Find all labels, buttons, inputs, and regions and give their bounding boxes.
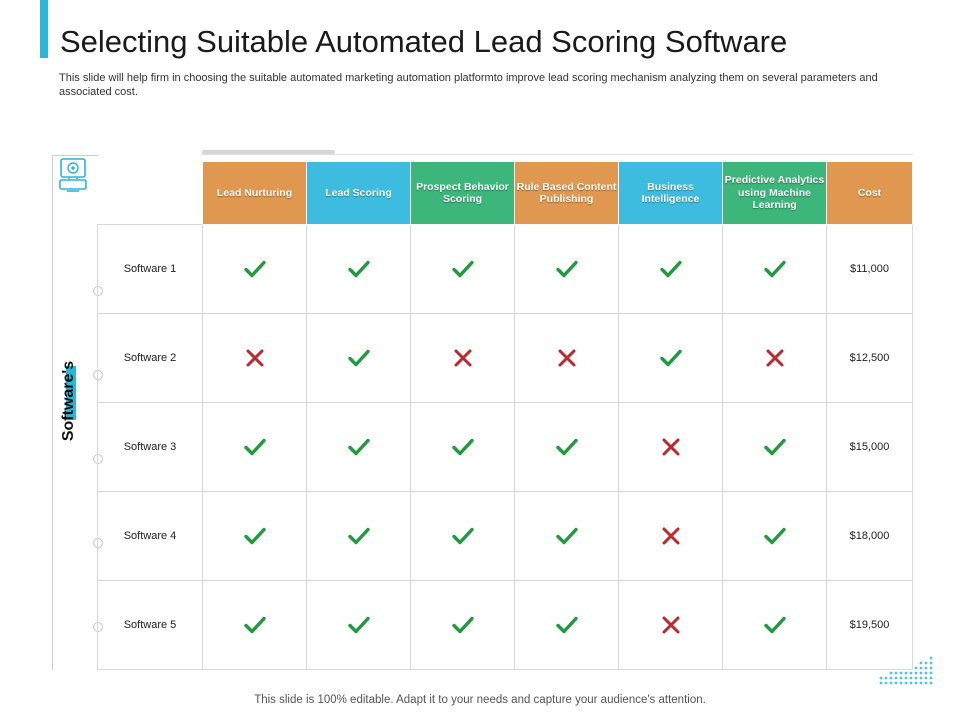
table-row xyxy=(98,403,913,492)
decorative-dot xyxy=(880,682,883,685)
cross-icon xyxy=(411,346,514,370)
title-accent-bar xyxy=(40,0,48,58)
decorative-dot xyxy=(905,677,908,680)
decorative-dot xyxy=(910,677,913,680)
side-label-text: Software's xyxy=(60,360,77,442)
decorative-dot xyxy=(920,667,923,670)
decorative-dot xyxy=(925,667,928,670)
decorative-dot xyxy=(895,672,898,675)
decorative-dot xyxy=(930,682,933,685)
comparison-table xyxy=(97,161,913,670)
decorative-dot xyxy=(930,667,933,670)
feature-cell xyxy=(515,314,619,403)
table-row xyxy=(98,314,913,403)
decorative-dot xyxy=(920,682,923,685)
feature-cell xyxy=(723,403,827,492)
side-timeline-line xyxy=(52,155,53,670)
check-icon xyxy=(307,435,410,459)
check-icon xyxy=(515,257,618,281)
table-row xyxy=(98,225,913,314)
feature-cell xyxy=(203,492,307,581)
decorative-dot xyxy=(905,672,908,675)
feature-cell xyxy=(723,492,827,581)
feature-cell xyxy=(619,225,723,314)
decorative-dot xyxy=(915,672,918,675)
check-icon xyxy=(515,435,618,459)
decorative-dot xyxy=(925,662,928,665)
check-icon xyxy=(723,257,826,281)
cost-value: $18,000 xyxy=(827,492,913,581)
decorative-dot xyxy=(895,682,898,685)
check-icon xyxy=(411,435,514,459)
decorative-dot xyxy=(890,682,893,685)
decorative-dot xyxy=(930,657,933,660)
check-icon xyxy=(515,613,618,637)
column-header: Predictive Analytics using Machine Learning xyxy=(723,162,827,225)
feature-cell xyxy=(307,492,411,581)
decorative-dot xyxy=(905,682,908,685)
cross-icon xyxy=(515,346,618,370)
table-row xyxy=(98,581,913,670)
cross-icon xyxy=(619,435,722,459)
decorative-dot xyxy=(900,672,903,675)
check-icon xyxy=(411,613,514,637)
feature-cell xyxy=(723,581,827,670)
check-icon xyxy=(203,613,306,637)
decorative-dots xyxy=(878,640,934,686)
feature-cell xyxy=(307,314,411,403)
feature-cell xyxy=(515,403,619,492)
software-name: Software 5 xyxy=(98,581,203,670)
check-icon xyxy=(307,346,410,370)
feature-cell xyxy=(307,403,411,492)
column-header: Prospect Behavior Scoring xyxy=(411,162,515,225)
feature-cell xyxy=(515,225,619,314)
table-header-row xyxy=(98,162,913,225)
monitor-icon xyxy=(58,158,88,194)
check-icon xyxy=(411,257,514,281)
column-header: Rule Based Content Publishing xyxy=(515,162,619,225)
check-icon xyxy=(203,435,306,459)
software-name: Software 1 xyxy=(98,225,203,314)
decorative-dot xyxy=(910,672,913,675)
check-icon xyxy=(307,257,410,281)
feature-cell xyxy=(411,225,515,314)
decorative-dot xyxy=(900,682,903,685)
table-row xyxy=(98,492,913,581)
check-icon xyxy=(203,257,306,281)
feature-cell xyxy=(203,403,307,492)
feature-cell xyxy=(203,225,307,314)
decorative-dot xyxy=(920,672,923,675)
decorative-dot xyxy=(925,682,928,685)
check-icon xyxy=(723,524,826,548)
cross-icon xyxy=(619,524,722,548)
check-icon xyxy=(723,435,826,459)
check-icon xyxy=(723,613,826,637)
column-header: Business Intelligence xyxy=(619,162,723,225)
software-name: Software 4 xyxy=(98,492,203,581)
decorative-dot xyxy=(890,677,893,680)
check-icon xyxy=(307,524,410,548)
cost-value: $19,500 xyxy=(827,581,913,670)
cost-value: $15,000 xyxy=(827,403,913,492)
decorative-dot xyxy=(900,677,903,680)
feature-cell xyxy=(515,581,619,670)
feature-cell xyxy=(411,403,515,492)
feature-cell xyxy=(307,225,411,314)
decorative-dot xyxy=(915,667,918,670)
side-label xyxy=(60,356,78,446)
check-icon xyxy=(619,257,722,281)
decorative-dot xyxy=(925,677,928,680)
cost-value: $11,000 xyxy=(827,225,913,314)
feature-cell xyxy=(307,581,411,670)
decorative-dot xyxy=(885,677,888,680)
cross-icon xyxy=(619,613,722,637)
decorative-dot xyxy=(930,677,933,680)
decorative-dot xyxy=(925,672,928,675)
cross-icon xyxy=(723,346,826,370)
decorative-dot xyxy=(930,672,933,675)
cost-value: $12,500 xyxy=(827,314,913,403)
decorative-dot xyxy=(895,677,898,680)
page-subtitle: This slide will help firm in choosing the suitable automated marketing automation platformto improve lead scoring mechanism analyzing them on several parameters and associated cost. xyxy=(59,72,878,98)
check-icon xyxy=(411,524,514,548)
feature-cell xyxy=(203,581,307,670)
decorative-dot xyxy=(920,662,923,665)
decorative-dot xyxy=(920,677,923,680)
check-icon xyxy=(619,346,722,370)
decorative-dot xyxy=(890,672,893,675)
feature-cell xyxy=(515,492,619,581)
footer-note: This slide is 100% editable. Adapt it to your needs and capture your audience's attention. xyxy=(254,694,706,706)
feature-cell xyxy=(723,314,827,403)
check-icon xyxy=(203,524,306,548)
feature-cell xyxy=(411,581,515,670)
decorative-dot xyxy=(880,677,883,680)
decorative-dot xyxy=(910,682,913,685)
software-name: Software 2 xyxy=(98,314,203,403)
feature-cell xyxy=(619,314,723,403)
column-header: Lead Scoring xyxy=(307,162,411,225)
feature-cell xyxy=(723,225,827,314)
feature-cell xyxy=(619,492,723,581)
header-top-rule xyxy=(202,154,913,155)
feature-cell xyxy=(619,581,723,670)
column-header: Cost xyxy=(827,162,913,225)
page-title: Selecting Suitable Automated Lead Scoring Software xyxy=(60,24,788,59)
check-icon xyxy=(307,613,410,637)
side-timeline-bracket xyxy=(52,155,98,156)
feature-cell xyxy=(411,492,515,581)
software-name: Software 3 xyxy=(98,403,203,492)
decorative-dot xyxy=(930,662,933,665)
feature-cell xyxy=(203,314,307,403)
cross-icon xyxy=(203,346,306,370)
column-header: Lead Nurturing xyxy=(203,162,307,225)
decorative-dot xyxy=(915,682,918,685)
feature-cell xyxy=(619,403,723,492)
decorative-dot xyxy=(885,682,888,685)
header-corner xyxy=(98,162,203,225)
feature-cell xyxy=(411,314,515,403)
decorative-dot xyxy=(915,677,918,680)
check-icon xyxy=(515,524,618,548)
